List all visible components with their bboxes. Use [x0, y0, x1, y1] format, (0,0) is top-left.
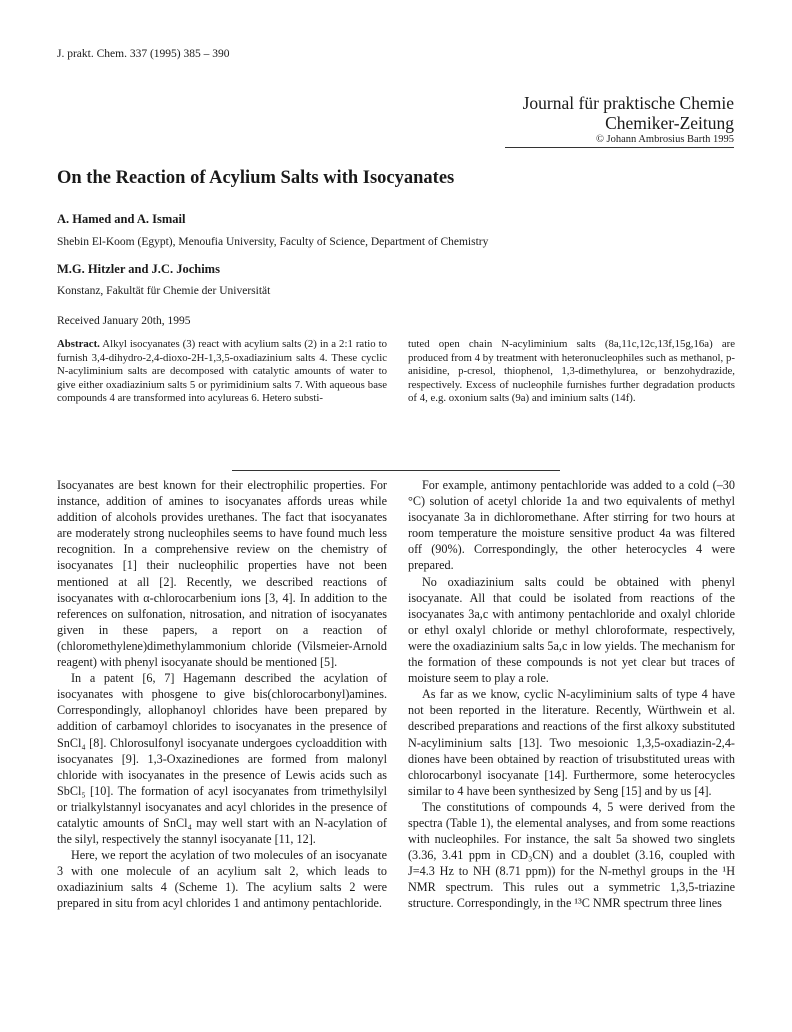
affiliation-1: Shebin El-Koom (Egypt), Menoufia University, Faculty of Science, Department of Chemistry	[57, 236, 489, 248]
section-divider	[232, 470, 560, 471]
paragraph: The constitutions of compounds 4, 5 were derived from the spectra (Table 1), the elemental analyses, and from some reactions with nucleophiles. For instance, the salt 5a showed two singlets (3.36, 3.41 ppm in CD₃CN) and a doublet (3.16, coupled with J=4.3 Hz to NH (8.71 ppm)) for the N-methyl groups in the ¹H NMR spectrum. This rules out a symmetric 1,3,5-triazine structure. Correspondingly, in the ¹³C NMR spectrum three lines	[408, 799, 735, 911]
body-right-column	[408, 477, 735, 912]
paragraph: In a patent [6, 7] Hagemann described the acylation of isocyanates with phosgene to give bis(chlorocarbonyl)amines. Correspondingly, allophanoyl chlorides have been prepared by addition of carbamoyl chlorides to isocyanates in the presence of SnCl₄ [8]. Chlorosulfonyl isocyanate undergoes cycloaddition with isocyanates [9]. 1,3-Oxazinediones are formed from malonyl chloride with isocyanates in the presence of Lewis acids such as SbCl₅ [10]. The formation of acyl isocyanates from trimethylsilyl or trialkylstannyl isocyanates and acyl chlorides in the presence of catalytic amounts of SnCl₄ may well start with an N-acylation of the silyl, respectively the stannyl isocyanate [11, 12].	[57, 671, 387, 847]
paragraph: Here, we report the acylation of two molecules of an isocyanate 3 with one molecule of an acylium salt 2, which leads to oxadiazinium salts 4 (Scheme 1). The acylium salts 2 were prepared in situ from acyl chlorides 1 and antimony pentachloride.	[57, 848, 387, 911]
journal-masthead	[523, 93, 734, 147]
article-title: On the Reaction of Acylium Salts with Isocyanates	[57, 168, 455, 188]
publisher-copyright: © Johann Ambrosius Barth 1995	[595, 134, 734, 145]
masthead-rule	[505, 147, 734, 148]
paragraph: As far as we know, cyclic N-acyliminium salts of type 4 have not been reported in the literature. Recently, Würthwein et al. described preparations and reactions of the first alkoxy substituted N-acyliminium salts [13]. Two mesoionic 1,3,5-oxadiazin-2,4-diones have been obtained by reaction of trisubstituted ureas with chlorocarbonyl isocyanate [14]. Furthermore, some heterocycles similar to 4 have been synthesized by Seng [15] and by us [4].	[408, 687, 735, 798]
journal-subtitle: Chemiker-Zeitung	[605, 113, 734, 133]
paragraph: No oxadiazinium salts could be obtained with phenyl isocyanate. All that could be isolated from reactions of the isocyanates 3a,c with antimony pentachloride and oxalyl chloride or ethyl oxalyl chloride or methyl chloroformate, respectively, were the oxadiazinium salts 5a,c in low yields. The mechanism for the formation of these compounds is not yet clear but traces of moisture seem to play a role.	[408, 574, 735, 686]
journal-citation: J. prakt. Chem. 337 (1995) 385 – 390	[57, 48, 230, 60]
body-left-column	[57, 477, 387, 912]
affiliation-2: Konstanz, Fakultät für Chemie der Universität	[57, 285, 271, 297]
authors-group-2: M.G. Hitzler and J.C. Jochims	[57, 262, 220, 276]
paragraph: Isocyanates are best known for their electrophilic properties. For instance, addition of amines to isocyanates affords ureas while addition of alcohols provides urethanes. The fact that isocyanates are moderately strong nucleophiles seems to have found much less recognition. In a comprehensive review on the chemistry of isocyanates [1] their nucleophilic properties have not been mentioned at all [2]. Recently, we described reactions of isocyanates with α-chlorocarbenium ions [3, 4]. In addition to the references on sulfonation, nitrosation, and nitration of isocyanates given in these papers, a report on a reaction of (chloromethylene)dimethylammonium chloride (Vilsmeier-Arnold reagent) with phenyl isocyanate should be mentioned [5].	[57, 478, 387, 670]
abstract-right-column	[408, 338, 735, 406]
abstract-left-column	[57, 338, 387, 406]
received-date: Received January 20th, 1995	[57, 315, 191, 327]
abstract-text-right: tuted open chain N-acyliminium salts (8a,11c,12c,13f,15g,16a) are produced from 4 by treatment with heteronucleophiles such as methanol, p-anisidine, p-cresol, thiophenol, 1,3-dimethylurea, or benzohydrazide, respectively. Excess of nucleophile furnishes further degradation products of 4, e.g. oxonium salts (9a) and iminium salts (14f).	[408, 338, 735, 404]
authors-group-1: A. Hamed and A. Ismail	[57, 212, 186, 226]
abstract-text-left: Alkyl isocyanates (3) react with acylium salts (2) in a 2:1 ratio to furnish 3,4-dihydro-2,4-dioxo-2H-1,3,5-oxadiazinium salts 4. These cyclic N-acyliminium salts are decomposed with catalytic amounts of water to give either oxadiazinium salts 5 or pyrimidinium salts 7. With aqueous base compounds 4 are transformed into acylureas 6. Hetero substi-	[57, 338, 387, 404]
paragraph: For example, antimony pentachloride was added to a cold (–30 °C) solution of acetyl chloride 1a and two equivalents of methyl isocyanate 3a in dichloromethane. After stirring for two hours at room temperature the moisture sensitive product 4a was filtered off (90%). Correspondingly, the other heterocycles 4 were prepared.	[408, 478, 735, 573]
abstract-label: Abstract.	[57, 338, 100, 350]
journal-name: Journal für praktische Chemie	[522, 93, 734, 113]
